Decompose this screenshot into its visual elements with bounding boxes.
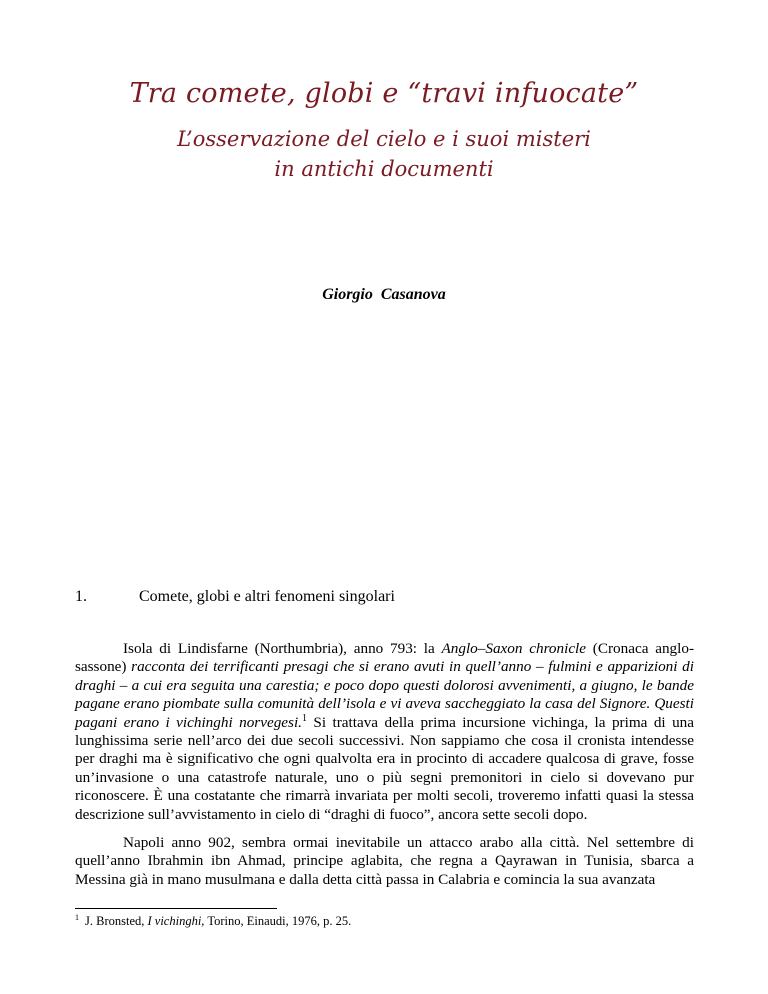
paragraph-1-lead: Isola di Lindisfarne (Northumbria), anno 793: la: [123, 640, 442, 657]
source-title: Anglo–Saxon chronicle: [441, 640, 587, 657]
footnote-reference[interactable]: 1: [301, 712, 307, 724]
subtitle-line-1: L’osservazione del cielo e i suoi misteri: [177, 127, 591, 151]
paragraph-2: Napoli anno 902, sembra ormai inevitabile un attacco arabo alla città. Nel settembre di quell’anno Ibrahmin ibn Ahmad, principe aglabita, che regna a Qayrawan in Tunisia, sbarca a Messina già in mano musulmana e dalla detta città passa in Calabria e comincia la sua avanzata: [75, 834, 694, 888]
footnote-divider: [75, 908, 277, 909]
paragraph-1-rest: Si trattava della prima incursione vichinga, la prima di una lunghissima serie nell’arco dei due secoli successivi. Non sappiamo che cosa il cronista intendesse per draghi ma è significativo che ogni qualvolta era in procinto di accadere qualcosa di grave, fosse un’invasione o una catastrofe naturale, uno o più segni premonitori in cielo si dovevano pur riconoscere. È una costatante che rimarrà invariata per molti secoli, troveremo infatti quasi la stessa descrizione sull’avvistamento in cielo di “draghi di fuoco”, ancora sette secoli dopo.: [75, 713, 695, 823]
chronicle-quote: racconta dei terrificanti presagi che si erano avuti in quell’anno – fulmini e apparizioni di draghi – a cui era seguita una carestia; e poco dopo questi dolorosi avvenimenti, a giugno, le bande pagane erano piombate sulla comunità dell’isola e vi aveva saccheggiato la casa del Signore. Questi pagani erano i vichinghi norvegesi.: [75, 658, 694, 731]
footnote: [75, 914, 695, 929]
section-title: Comete, globi e altri fenomeni singolari: [139, 588, 395, 605]
section-heading: [75, 588, 695, 606]
document-subtitle: [0, 124, 768, 184]
footnote-author: J. Bronsted,: [85, 914, 148, 928]
paragraph-1: [75, 640, 694, 824]
footnote-details: Torino, Einaudi, 1976, p. 25.: [204, 914, 352, 928]
paragraph-1-mid: (Cronaca anglo-sassone): [75, 640, 694, 676]
footnote-book-title: I vichinghi,: [147, 914, 205, 928]
author-name: Giorgio Casanova: [322, 286, 446, 303]
document-title: Tra comete, globi e “travi infuocate”: [129, 78, 639, 109]
footnote-number: 1: [75, 912, 79, 922]
section-number: 1.: [75, 588, 87, 605]
subtitle-line-2: in antichi documenti: [274, 157, 494, 181]
